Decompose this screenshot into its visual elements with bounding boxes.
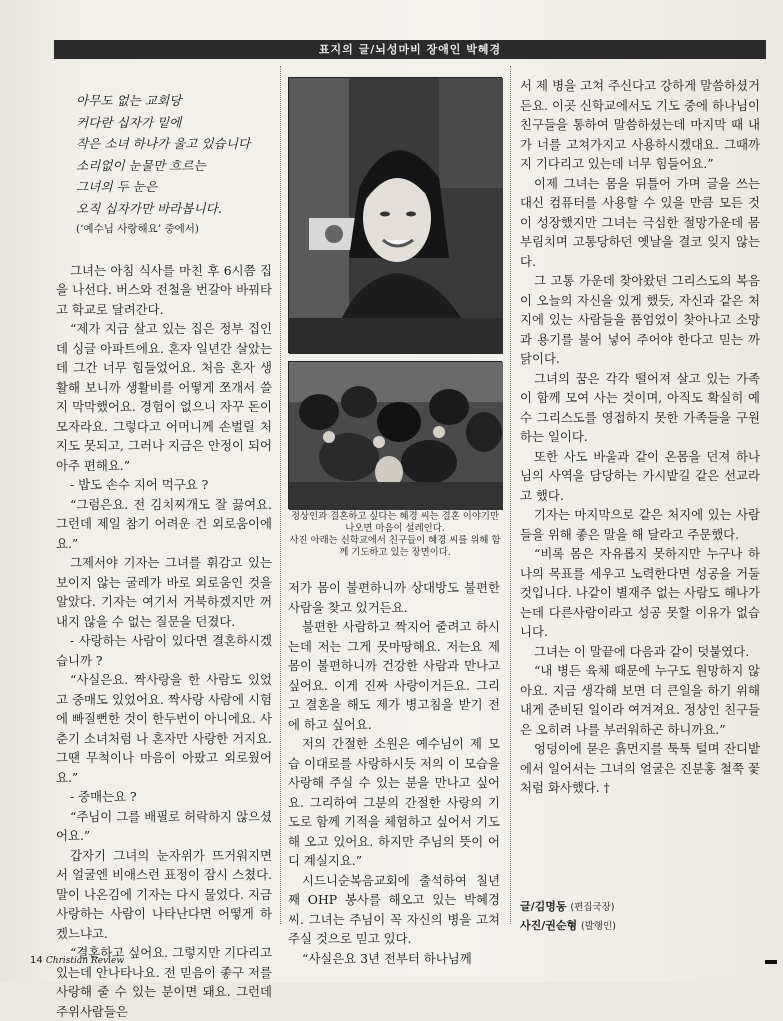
paragraph: “사실은요. 짝사랑을 한 사람도 있었고 중매도 있었어요. 짝사랑 사람에 시험에 빠질뻔한 것이 한두번이 아니에요. 사춘기 소녀처럼 나 혼자만 사랑한 거지요. 그땐 무척이나 마음이 아팠고 외로웠어요.” xyxy=(56,672,272,785)
paragraph: 그녀는 아침 식사를 마친 후 6시쯤 집을 나선다. 버스와 전철을 번갈아 바꿔타고 학교로 달려간다. xyxy=(56,262,272,317)
paragraph: 그제서야 기자는 그녀를 휘감고 있는 보이지 않는 굴레가 바로 외로움인 것을 알았다. 기자는 여기서 거북하겠지만 꺼내지 않을 수 없는 질문을 던졌다. xyxy=(56,555,272,629)
paragraph: “제가 지금 살고 있는 집은 정부 집인데 싱글 아파트에요. 혼자 일년간 살았는데 그간 너무 힘들었어요. 처음 혼자 생활해 보니까 생활비를 어떻게 쪼개서 쓸지 막막했어요. 경험이 없으니 자꾸 돈이 모자라요. 그렇다고 어머니께 손벌릴 처지도 못되고, 그러나 지금은 안정이 되어 아주 편해요.” xyxy=(56,321,272,473)
poem-block xyxy=(56,90,272,241)
paragraph: 그녀는 이 말끝에 다음과 같이 덧붙였다. xyxy=(534,643,750,659)
magazine-name: Christian Review xyxy=(45,956,125,966)
prayer-photo xyxy=(288,361,502,509)
paragraph: 이제 그녀는 몸을 뒤틀어 가며 글을 쓰는 대신 컴퓨터를 사용할 수 있을 만큼 모든 것이 성장했지만 그녀는 극심한 절망가운데 몸부림치며 고통당하던 옛날을 결코 잊지 않는다. xyxy=(520,175,760,269)
photographer-role: (발행인) xyxy=(581,921,616,932)
paragraph: 갑자기 그녀의 눈자위가 뜨거워지면서 얼굴엔 비애스런 표정이 잠시 스쳤다. 말이 나온김에 기자는 다시 물었다. 지금 사랑하는 사람이 나타난다면 어떻게 하겠느냐고. xyxy=(56,847,272,941)
poem-line: 소리없이 눈물만 흐르는 xyxy=(76,157,206,173)
portrait-illustration xyxy=(289,78,503,354)
writer-role: (편집국장) xyxy=(570,902,615,913)
photographer-name: 사진/권순형 xyxy=(520,919,578,932)
prayer-illustration xyxy=(289,362,503,510)
paragraph: - 중매는요 ? xyxy=(70,789,137,804)
byline xyxy=(520,898,760,936)
paragraph: 불편한 사람하고 짝지어 줄려고 하시는데 저는 그게 못마땅해요. 저는요 제 몸이 불편하니까 건강한 사람과 만나고 싶어요. 이게 진짜 사랑이거든요. 그리고 결혼을 해도 제가 병고침을 받기 전에 하고 싶어요. xyxy=(288,619,500,732)
caption-line: 정상인과 결혼하고 싶다는 혜경 씨는 결혼 이야기만 나오면 마음이 설레인다. xyxy=(290,511,500,534)
photo-caption xyxy=(289,511,501,559)
writer-credit xyxy=(520,898,760,917)
portrait-photo xyxy=(288,77,502,353)
poem-line: 작은 소녀 하나가 울고 있습니다 xyxy=(76,136,251,151)
column-divider xyxy=(280,66,281,924)
page-edge-mark xyxy=(765,960,777,964)
poem-source: (‘예수님 사랑해요’ 중에서) xyxy=(76,223,199,235)
paragraph: 그 고통 가운데 찾아왔던 그리스도의 복음이 오늘의 자신을 있게 했듯, 자신과 같은 처지에 있는 사람들을 품엄었이 찾아나고 소망과 용기를 불어 넣어 주어야 한다고 믿는 까닭이다. xyxy=(520,273,760,366)
paragraph: 저가 몸이 불편하니까 상대방도 불편한 사람을 찾고 있거든요. xyxy=(288,580,500,615)
paragraph: “주님이 그를 배필로 허락하지 않으셨어요.” xyxy=(56,808,272,843)
paragraph: 서 제 병을 고쳐 주신다고 강하게 말씀하셨거든요. 이곳 신학교에서도 기도 중에 하나님이 친구들을 통하여 말씀하셨는데 마지막 때 내가 너를 고쳐가지고 사용하시겠대요. 그때까지 기다리고 있는데 너무 힘들어요.” xyxy=(520,78,760,171)
poem-line: 커다란 십자가 밑에 xyxy=(76,114,182,130)
photographer-credit xyxy=(520,917,760,936)
paragraph: 또한 사도 바울과 같이 온몸을 던져 하나님의 사역을 담당하는 가시밭길 같은 선교라고 했다. xyxy=(520,448,760,503)
paragraph: “결혼하고 싶어요. 그렇지만 기다리고 있는데 안나타나요. 전 믿음이 좋구 저를 사랑해 줄 수 있는 분이면 돼요. 그런데 주위사람들은 xyxy=(56,945,272,1019)
poem-line: 그녀의 두 눈은 xyxy=(76,179,157,194)
column-1 xyxy=(56,72,272,1021)
paragraph: “그럼은요. 전 김치찌개도 잘 끓여요. 그런데 제일 참기 어려운 건 외로움이에요.” xyxy=(56,496,272,551)
paragraph: 저의 간절한 소원은 예수님이 제 모습 이대로를 사랑하시듯 저의 이 모습을 사랑해 주실 수 있는 분을 만나고 싶어요. 그리하여 그분의 간절한 사랑의 기도로 함께 기적을 체험하고 싶어서 기도해 오고 있어요. 하지만 주님의 뜻이 어디 계실지요.” xyxy=(288,736,500,868)
paragraph: - 사랑하는 사람이 있다면 결혼하시겠습니까 ? xyxy=(56,633,272,668)
poem-line: 오직 십자가만 바라봅니다. xyxy=(76,200,222,216)
page-number: 14 xyxy=(30,955,43,966)
article-header xyxy=(54,40,766,59)
page-folio xyxy=(30,955,124,966)
paragraph: “내 병든 육체 때문에 누구도 원망하지 않아요. 지금 생각해 보면 더 큰일을 하기 위해 내게 준비된 일이라 여겨져요. 정상인 친구들은 오히려 나를 부러워하곤 하니까요.” xyxy=(520,663,760,737)
column-3 xyxy=(520,76,760,798)
paragraph: “사실은요 3년 전부터 하나님께 xyxy=(302,950,472,966)
article-title: 표지의 글/뇌성마비 장애인 박혜경 xyxy=(318,43,502,56)
paragraph: “비록 몸은 자유롭지 못하지만 누구나 하나의 목표를 세우고 노력한다면 성공을 거둘 것입니다. 나같이 별재주 없는 사람도 해나가는데 다른사람이라고 성공 못할 이유가 없습니다. xyxy=(520,546,760,639)
paragraph: 시드니순복음교회에 출석하여 칠년째 OHP 봉사를 해오고 있는 박혜경 씨. 그녀는 주님이 꼭 자신의 병을 고쳐 주실 것으로 믿고 있다. xyxy=(288,872,500,946)
column-divider xyxy=(510,66,511,924)
paragraph: - 밥도 손수 지어 먹구요 ? xyxy=(70,477,209,492)
caption-line: 사진 아래는 신학교에서 친구들이 혜경 씨를 위해 함께 기도하고 있는 장면이다. xyxy=(289,535,501,558)
paragraph: 기자는 마지막으로 같은 처지에 있는 사람들을 위해 좋은 말을 해 달라고 주문했다. xyxy=(520,507,760,542)
paragraph: 엉덩이에 묻은 흙먼지를 툭툭 털며 잔디밭에서 일어서는 그녀의 얼굴은 진분홍 철쭉 꽃처럼 화사했다. † xyxy=(520,741,760,795)
column-2 xyxy=(288,578,500,968)
writer-name: 글/김명동 xyxy=(520,900,567,913)
poem-line: 아무도 없는 교회당 xyxy=(76,93,182,108)
paragraph: 그녀의 꿈은 각각 떨어져 살고 있는 가족이 함께 모여 사는 것이며, 아직도 확실히 예수 그리스도를 영접하지 못한 가족들을 구원하는 일이다. xyxy=(520,370,760,444)
